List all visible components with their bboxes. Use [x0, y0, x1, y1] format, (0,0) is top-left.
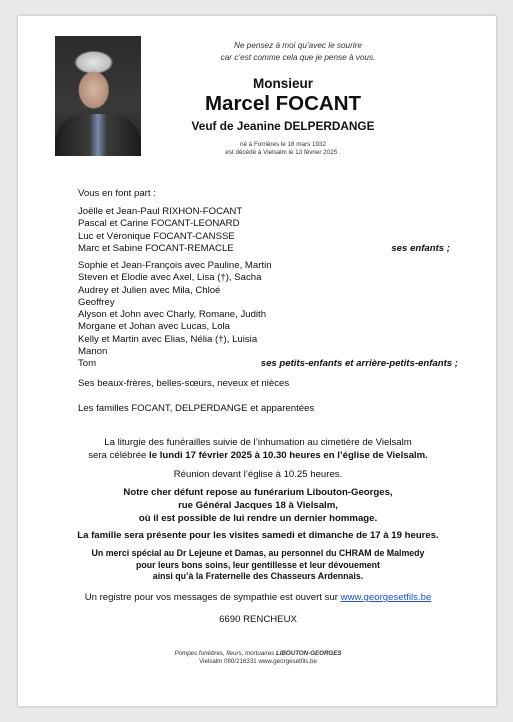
list-item: Pascal et Carine FOCANT-LEONARD	[78, 218, 240, 230]
death-notice-page	[18, 16, 496, 706]
liturgy-line-2-bold: le lundi 17 février 2025 à 10.30 heures en l’église de Vielsalm.	[149, 449, 428, 461]
footer	[118, 650, 398, 667]
portrait-photo	[55, 36, 141, 156]
liturgy-paragraph	[58, 437, 458, 463]
list-item-row	[78, 358, 478, 370]
inlaws-text: Ses beaux-frères, belles-sœurs, neveux et nièces	[78, 378, 290, 389]
footer-line-2: Vielsalm 080/216331 www.georgesetfils.be	[199, 658, 317, 666]
visits-text: La famille sera présente pour les visites samedi et dimanche de 17 à 19 heures.	[77, 530, 439, 541]
liturgy-line-1: La liturgie des funérailles suivie de l’inhumation au cimetière de Vielsalm	[104, 437, 412, 448]
list-item: Steven et Elodie avec Axel, Lisa (†), Sacha	[78, 272, 262, 284]
liturgy-line-2-pre: sera célébrée	[88, 449, 150, 461]
list-item: Geoffrey	[78, 296, 115, 308]
list-item: Audrey et Julien avec Mila, Chloé	[78, 284, 221, 296]
list-item: Kelly et Martin avec Elias, Nélia (†), Luisia	[78, 333, 258, 345]
postal-text: 6690 RENCHEUX	[219, 614, 297, 625]
liturgy-line-2	[58, 450, 458, 463]
thanks-paragraph	[58, 548, 458, 583]
children-label: ses enfants ;	[391, 242, 450, 254]
widower-line: Veuf de Jeanine DELPERDANGE	[191, 119, 375, 133]
footer-company: LIBOUTON-GEORGES	[275, 650, 342, 657]
list-item: Manon	[78, 346, 108, 358]
quote	[178, 40, 418, 64]
rest-line-2: rue Général Jacques 18 à Vielsalm,	[178, 499, 338, 511]
list-item: Marc et Sabine FOCANT-REMACLE	[78, 242, 234, 254]
thanks-line-3: ainsi qu’à la Fraternelle des Chasseurs Ardennais.	[152, 571, 364, 581]
deceased-name: Marcel FOCANT	[204, 92, 362, 115]
thanks-line-2: pour leurs bons soins, leur gentillesse et leur dévouement	[136, 559, 380, 570]
portrait-jacket	[55, 114, 141, 156]
families-text: Les familles FOCANT, DELPERDANGE et apparentées	[78, 403, 315, 414]
death-line: est décédé à Vielsalm le 13 février 2025 .	[225, 149, 341, 156]
intro-text: Vous en font part :	[78, 188, 156, 199]
list-item-row	[78, 243, 478, 255]
list-item: Alyson et John avec Charly, Romane, Judith	[78, 309, 267, 321]
quote-line-1: Ne pensez à moi qu’avec le sourire	[234, 41, 362, 50]
list-item: Tom	[78, 358, 97, 370]
quote-line-2: car c’est comme cela que je pense à vous.	[220, 53, 376, 62]
meeting-text: Réunion devant l’église à 10.25 heures.	[173, 469, 343, 480]
list-item: Morgane et Johan avec Lucas, Lola	[78, 321, 231, 333]
rest-line-3: où il est possible de lui rendre un dernier hommage.	[138, 512, 378, 524]
birth-line: né à Forrières le 18 mars 1932	[239, 141, 327, 148]
register-line	[58, 592, 458, 605]
rest-paragraph	[58, 487, 458, 525]
footer-line-1	[118, 650, 398, 658]
rest-line-1: Notre cher défunt repose au funérarium Libouton-Georges,	[123, 487, 393, 498]
list-item: Luc et Véronique FOCANT-CANSSE	[78, 230, 235, 242]
footer-line-1-pre: Pompes funèbres, fleurs, mortuaires	[174, 650, 276, 657]
grandchildren-list	[78, 260, 478, 371]
register-text: Un registre pour vos messages de sympathie est ouvert sur	[84, 592, 341, 603]
thanks-line-1: Un merci spécial au Dr Lejeune et Damas, au personnel du CHRAM de Malmedy	[91, 548, 425, 558]
children-list	[78, 206, 478, 255]
birth-death-info	[168, 141, 398, 157]
register-link[interactable]: www.georgesetfils.be	[340, 592, 432, 603]
list-item: Sophie et Jean-François avec Pauline, Martin	[78, 260, 272, 271]
grandchildren-label: ses petits-enfants et arrière-petits-enfants ;	[260, 358, 458, 370]
civility: Monsieur	[252, 76, 313, 91]
list-item: Joëlle et Jean-Paul RIXHON-FOCANT	[78, 206, 243, 217]
